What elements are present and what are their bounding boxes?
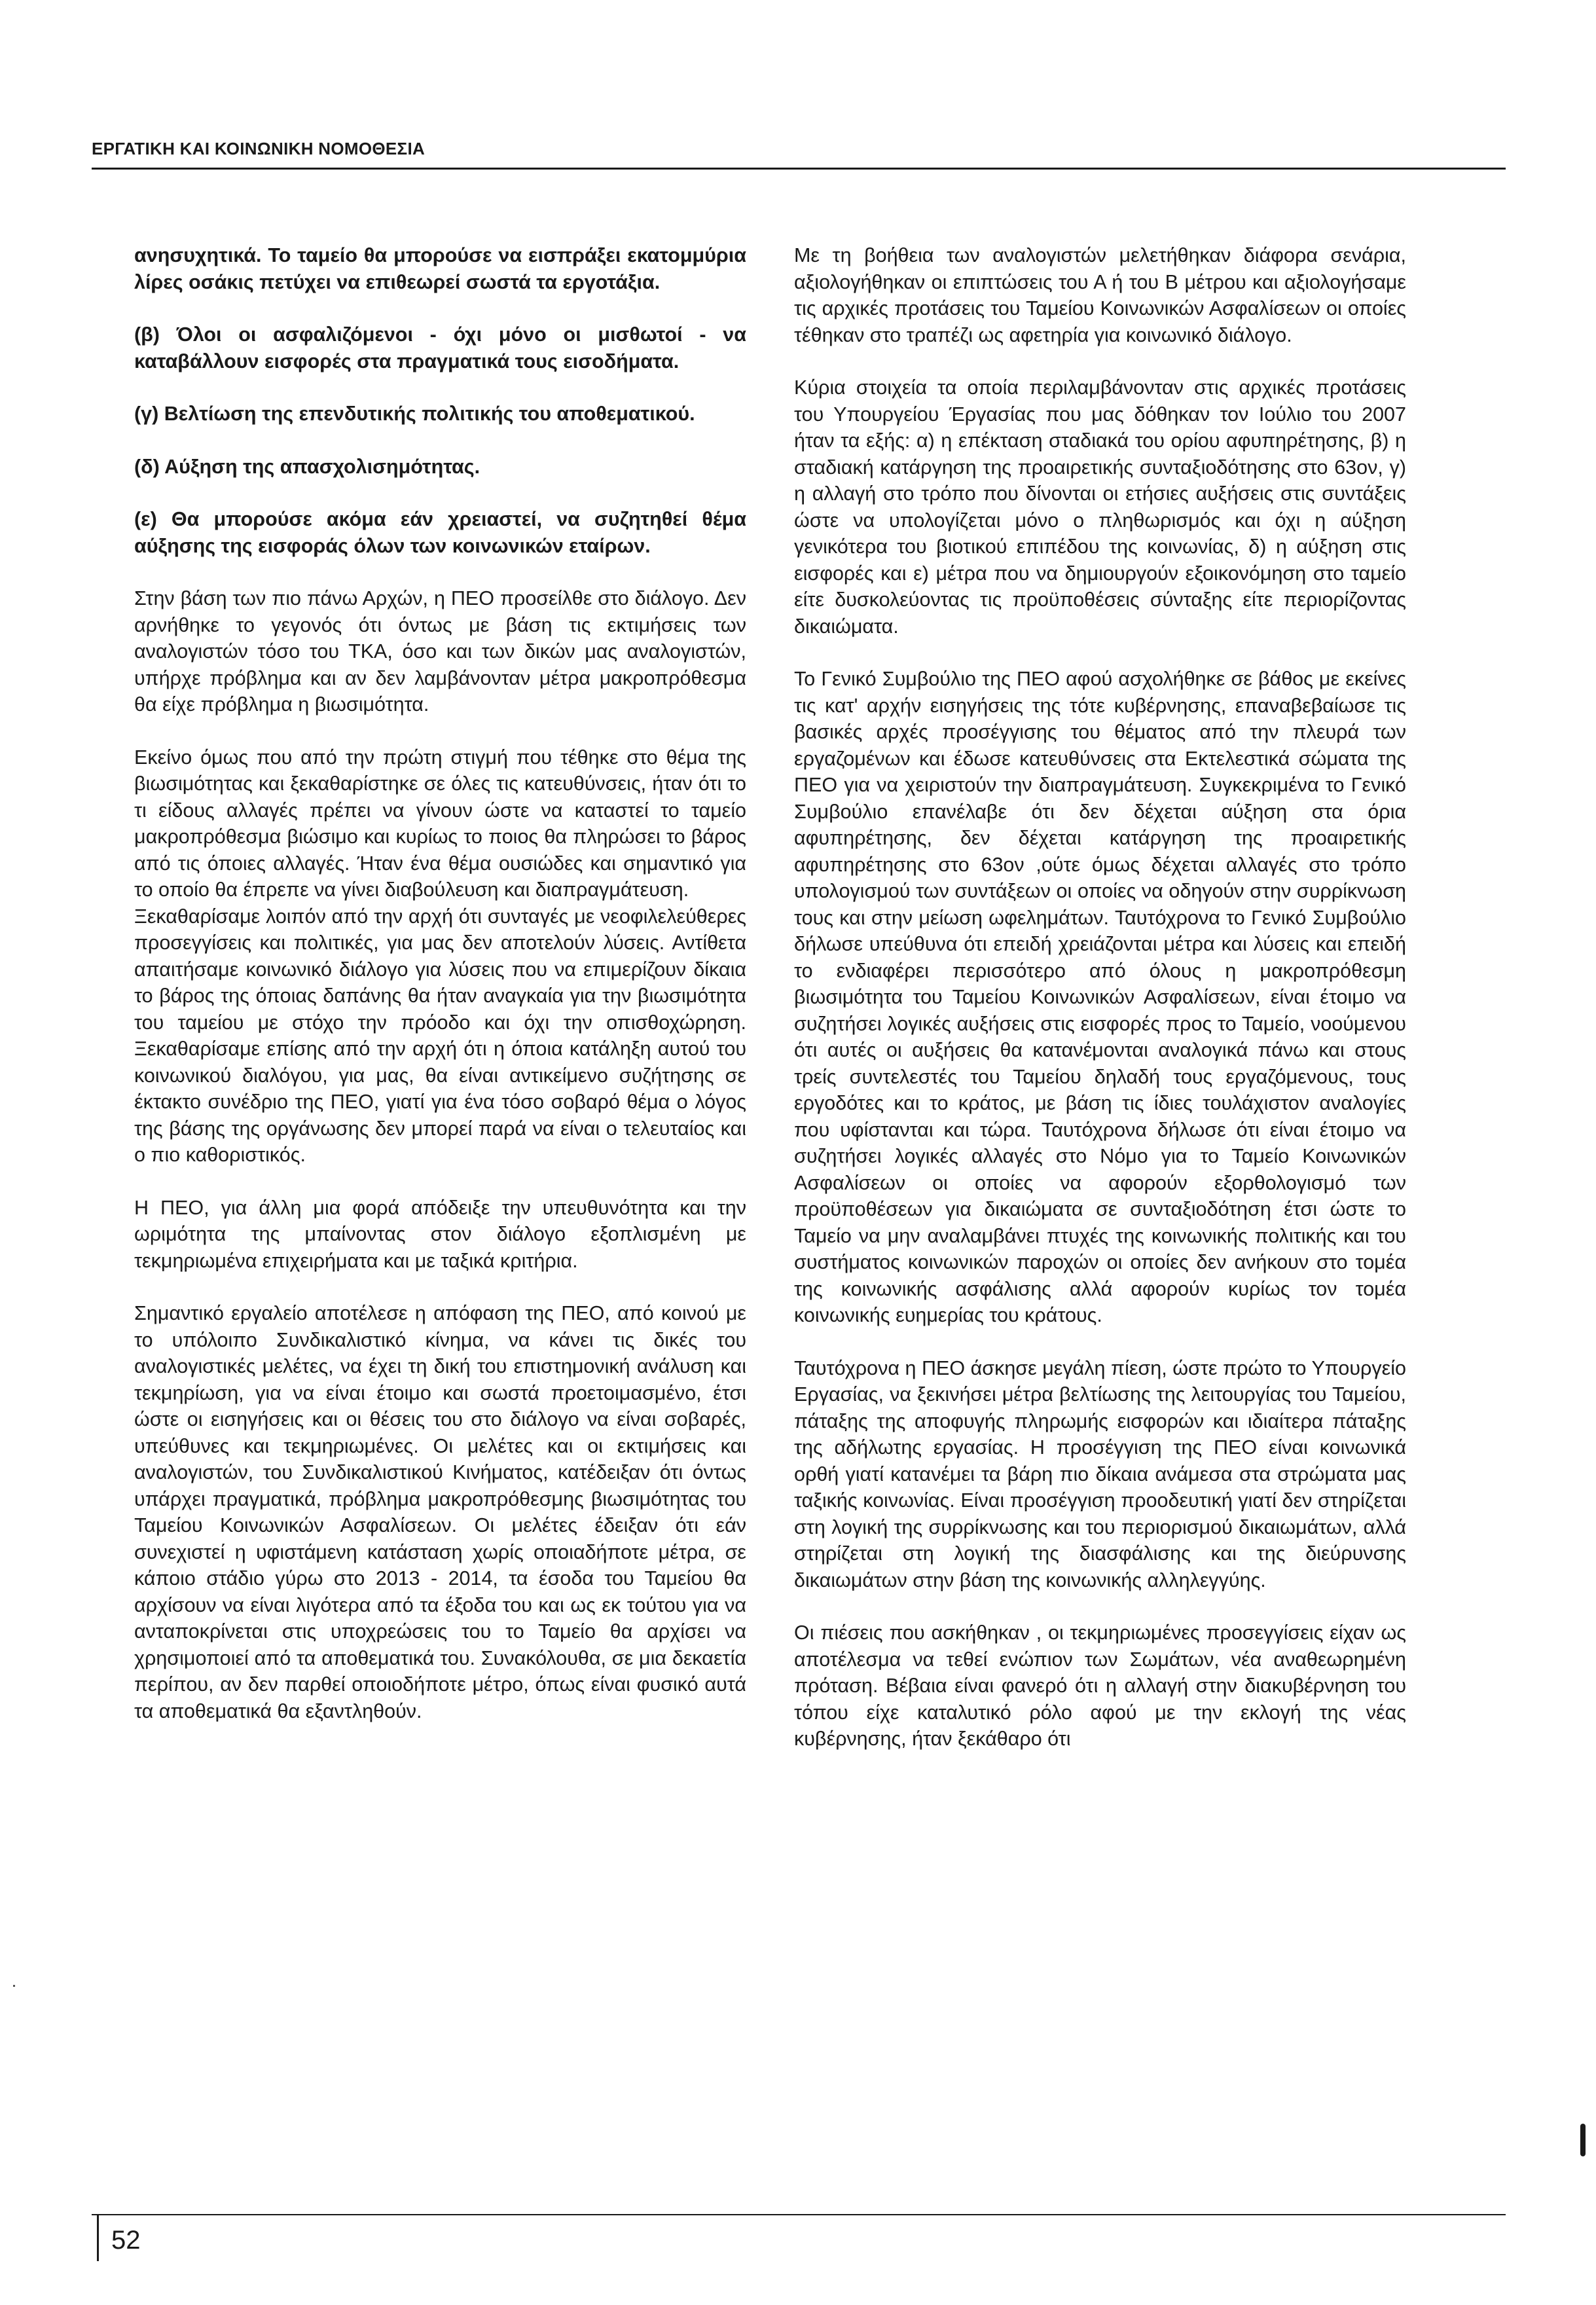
paragraph: Στην βάση των πιο πάνω Αρχών, η ΠΕΟ προσείλθε στο διάλογο. Δεν αρνήθηκε το γεγονός ότι όντως με βάση τις εκτιμήσεις των αναλογιστών τόσο του ΤΚΑ, όσο και των δικών μας αναλογιστών, υπήρχε πρόβλημα και αν δεν λαμβάνονταν μέτρα μακροπρόθεσμα θα είχε πρόβλημα η βιωσιμότητα. — [134, 587, 746, 716]
paragraph: ανησυχητικά. Το ταμείο θα μπορούσε να εισπράξει εκατομμύρια λίρες οσάκις πετύχει να επιθεωρεί σωστά τα εργοτάξια. — [134, 244, 746, 293]
header-rule — [92, 168, 1506, 170]
paragraph: Ξεκαθαρίσαμε λοιπόν από την αρχή ότι συνταγές με νεοφιλελεύθερες προσεγγίσεις και πολιτικές, για μας δεν αποτελούν λύσεις. Αντίθετα απαιτήσαμε κοινωνικό διάλογο για λύσεις που να επιμερίζουν δίκαια το βάρος της όποιας δαπάνης θα ήταν αναγκαία για την βιωσιμότητα του ταμείου με στόχο την πρόοδο και όχι την οπισθοχώρηση. Ξεκαθαρίσαμε επίσης από την αρχή ότι η όποια κατάληξη αυτού του κοινωνικού διαλόγου, για μας, θα είναι αντικείμενο συζήτησης σε έκτακτο συνέδριο της ΠΕΟ, γιατί για ένα τόσο σοβαρό θέμα ο λόγος της βάσης της οργάνωσης δεν μπορεί παρά να είναι ο τελευταίος και ο πιο καθοριστικός. — [134, 905, 746, 1166]
right-column — [794, 242, 1406, 1779]
paragraph: Εκείνο όμως που από την πρώτη στιγμή που τέθηκε στο θέμα της βιωσιμότητας και ξεκαθαρίστηκε σε όλες τις κατευθύνσεις, ήταν ότι το τι είδους αλλαγές πρέπει να γίνουν ώστε να καταστεί το ταμείο μακροπρόθεσμα βιώσιμο και κυρίως το ποιος θα πληρώσει το βάρος από τις όποιες αλλαγές. Ήταν ένα θέμα ουσιώδες και σημαντικό για το οποίο θα έπρεπε να γίνει διαβούλευση και διαπραγμάτευση. — [134, 746, 746, 901]
paragraph: (γ) Βελτίωση της επενδυτικής πολιτικής του αποθεματικού. — [134, 403, 695, 425]
footer-rule — [92, 2214, 1506, 2215]
page-number: 52 — [111, 2226, 141, 2255]
paragraph: Κύρια στοιχεία τα οποία περιλαμβάνονταν στις αρχικές προτάσεις του Υπουργείου Έργασίας που μας δόθηκαν τον Ιούλιο του 2007 ήταν τα εξής: α) η επέκταση σταδιακά του ορίου αφυπηρέτησης, β) η σταδιακή κατάργηση της προαιρετικής συνταξιοδότησης στο 63ον, γ) η αλλαγή στο τρόπο που δίνονται οι ετήσιες αυξήσεις στις συντάξεις ώστε να υπολογίζεται μόνο ο πληθωρισμός και όχι η αύξηση γενικότερα του βιοτικού επιπέδου της κοινωνίας, δ) η αύξηση στις εισφορές και ε) μέτρα που να δημιουργούν εξοικονόμηση στο ταμείο είτε δυσκολεύοντας τις προϋποθέσεις σύνταξης είτε περιορίζοντας δικαιώματα. — [794, 376, 1406, 638]
paragraph: Με τη βοήθεια των αναλογιστών μελετήθηκαν διάφορα σενάρια, αξιολογήθηκαν οι επιπτώσεις του Α ή του Β μέτρου και αξιολογήσαμε τις αρχικές προτάσεις του Ταμείου Κοινωνικών Ασφαλίσεων οι οποίες τέθηκαν στο τραπέζι ως αφετηρία για κοινωνικό διάλογο. — [794, 244, 1406, 346]
paragraph: Το Γενικό Συμβούλιο της ΠΕΟ αφού ασχολήθηκε σε βάθος με εκείνες τις κατ' αρχήν εισηγήσεις της τότε κυβέρνησης, επαναβεβαίωσε τις βασικές αρχές προσέγγισης του θέματος από την πλευρά των εργαζομένων και έδωσε κατευθύνσεις στα Εκτελεστικά σώματα της ΠΕΟ για να χειριστούν την διαπραγμάτευση. Συγκεκριμένα το Γενικό Συμβούλιο επανέλαβε ότι δεν δέχεται αύξηση στα όρια αφυπηρέτησης, δεν δέχεται κατάργηση της προαιρετικής αφυπηρέτησης στο 63ον ,ούτε όμως δέχεται αλλαγές στο τρόπο υπολογισμού των συντάξεων οι οποίες να οδηγούν στην συρρίκνωση τους και στην μείωση ωφελημάτων. Ταυτόχρονα το Γενικό Συμβούλιο δήλωσε υπεύθυνα ότι επειδή χρειάζονται μέτρα και λύσεις και επειδή το ενδιαφέρει περισσότερο από όλους η μακροπρόθεσμη βιωσιμότητα του Ταμείου Κοινωνικών Ασφαλίσεων, είναι έτοιμο να συζητήσει λογικές αυξήσεις στις εισφορές προς το Ταμείο, νοούμενου ότι αυτές οι αυξήσεις θα κατανέμονται αναλογικά πάνω και στους τρείς συντελεστές του Ταμείου δηλαδή τους εργαζόμενους, τους εργοδότες και το κράτος, με βάση τις ίδιες τουλάχιστον αναλογίες που υφίστανται και τώρα. Ταυτόχρονα δήλωσε ότι είναι έτοιμο να συζητήσει λογικές αλλαγές στο Νόμο για το Ταμείο Κοινωνικών Ασφαλίσεων οι οποίες να αφορούν εξορθολογισμό των προϋποθέσεων για δικαιώματα σε συνταξιοδότηση έτσι ώστε το Ταμείο να μην αναλαμβάνει πτυχές της κοινωνικής πολιτικής και του συστήματος κοινωνικών παροχών οι οποίες δεν ανήκουν στο τομέα της κοινωνικής ασφάλισης αλλά αφορούν κυρίως τον τομέα κοινωνικής ευημερίας του κράτους. — [794, 668, 1406, 1326]
paragraph: (ε) Θα μπορούσε ακόμα εάν χρειαστεί, να συζητηθεί θέμα αύξησης της εισφοράς όλων των κοινωνικών εταίρων. — [134, 508, 746, 557]
paragraph: Σημαντικό εργαλείο αποτέλεσε η απόφαση της ΠΕΟ, από κοινού με το υπόλοιπο Συνδικαλιστικό κίνημα, να κάνει τις δικές του αναλογιστικές μελέτες, να έχει τη δική του επιστημονική ανάλυση και τεκμηρίωση, για να είναι έτοιμο και σωστά προετοιμασμένο, έτσι ώστε οι εισηγήσεις και οι θέσεις του στο διάλογο να είναι σοβαρές, υπεύθυνες και τεκμηριωμένες. Οι μελέτες και οι εκτιμήσεις και αναλογιστών, του Συνδικαλιστικού Κινήματος, κατέδειξαν ότι όντως υπάρχει πραγματικά, πρόβλημα μακροπρόθεσμης βιωσιμότητας του Ταμείου Κοινωνικών Ασφαλίσεων. Οι μελέτες έδειξαν ότι εάν συνεχιστεί η υφιστάμενη κατάσταση χωρίς οποιαδήποτε μέτρα, σε κάποιο στάδιο γύρω στο 2013 - 2014, τα έσοδα του Ταμείου θα αρχίσουν να είναι λιγότερα από τα έξοδα του και ως εκ τούτου για να ανταποκρίνεται στις υποχρεώσεις του το Ταμείο θα αρχίσει να χρησιμοποιεί από τα αποθεματικά του. Συνακόλουθα, σε μια δεκαετία περίπου, αν δεν παρθεί οποιοδήποτε μέτρο, όπως είναι φυσικό αυτά τα αποθεματικά θα εξαντληθούν. — [134, 1302, 746, 1722]
paragraph: Ταυτόχρονα η ΠΕΟ άσκησε μεγάλη πίεση, ώστε πρώτο το Υπουργείο Εργασίας, να ξεκινήσει μέτρα βελτίωσης της λειτουργίας του Ταμείου, πάταξης της αποφυγής πληρωμής εισφορών και ιδιαίτερα πάταξης της αδήλωτης εργασίας. Η προσέγγιση της ΠΕΟ είναι κοινωνικά ορθή γιατί κατανέμει τα βάρη πιο δίκαια ανάμεσα στα στρώματα μας ταξικής κοινωνίας. Είναι προσέγγιση προοδευτική γιατί δεν στηρίζεται στη λογική της συρρίκνωσης και του περιορισμού δικαιωμάτων, αλλά στηρίζεται στη λογική της διασφάλισης και της διεύρυνσης δικαιωμάτων στην βάση της κοινωνικής αλληλεγγύης. — [794, 1356, 1406, 1591]
paragraph: (δ) Αύξηση της απασχολισημότητας. — [134, 455, 481, 478]
paragraph: Οι πιέσεις που ασκήθηκαν , οι τεκμηριωμένες προσεγγίσεις είχαν ως αποτέλεσμα να τεθεί ενώπιον των Σωμάτων, νέα αναθεωρημένη πρόταση. Βέβαια είναι φανερό ότι η αλλαγή στην διακυβέρνηση του τόπου είχε καταλυτικό ρόλο αφού με την εκλογή της νέας κυβέρνησης, ήταν ξεκάθαρο ότι — [794, 1622, 1406, 1750]
paragraph: (β) Όλοι οι ασφαλιζόμενοι - όχι μόνο οι μισθωτοί - να καταβάλλουν εισφορές στα πραγματικά τους εισοδήματα. — [134, 323, 746, 372]
page-number-bracket — [97, 2215, 99, 2261]
scan-edge-mark — [1580, 2124, 1586, 2156]
left-column — [134, 242, 746, 1751]
paragraph: Η ΠΕΟ, για άλλη μια φορά απόδειξε την υπευθυνότητα και την ωριμότητα της μπαίνοντας στον διάλογο εξοπλισμένη με τεκμηριωμένα επιχειρήματα και με ταξικά κριτήρια. — [134, 1196, 746, 1272]
running-header: ΕΡΓΑΤΙΚΗ ΚΑΙ ΚΟΙΝΩΝΙΚΗ ΝΟΜΟΘΕΣΙΑ — [92, 139, 426, 158]
scan-dust-mark — [13, 1985, 15, 1987]
